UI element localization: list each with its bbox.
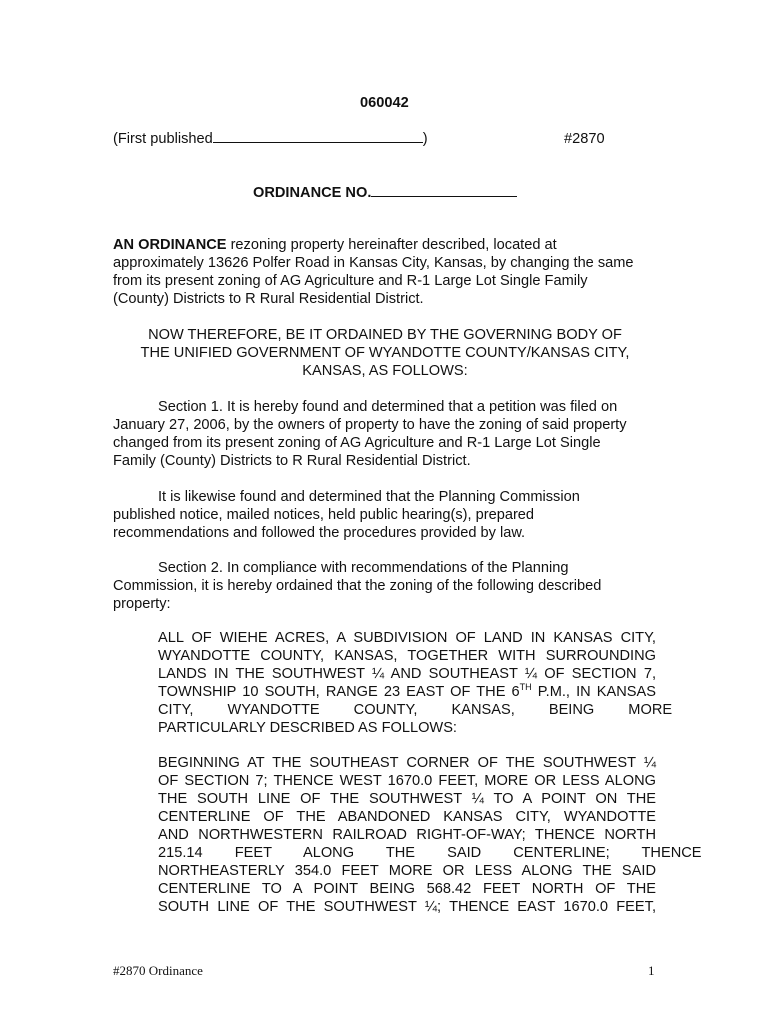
- intro-line-2: approximately 13626 Polfer Road in Kansas City, Kansas, by changing the same: [113, 255, 634, 271]
- section-1-line-3: changed from its present zoning of AG Agriculture and R-1 Large Lot Single: [113, 435, 601, 451]
- section-2-line-3: property:: [113, 596, 171, 612]
- enactment-line-2: THE UNIFIED GOVERNMENT OF WYANDOTTE COUNTY/KANSAS CITY,: [140, 345, 630, 361]
- document-number: 060042: [360, 95, 409, 111]
- legal-2-line-8: CENTERLINE TO A POINT BEING 568.42 FEET NORTH OF THE: [158, 881, 656, 897]
- intro-line-3: from its present zoning of AG Agriculture and R-1 Large Lot Single Family: [113, 273, 588, 289]
- intro-line-1-text: rezoning property hereinafter described, located at: [226, 237, 557, 253]
- planning-line-3: recommendations and followed the procedures provided by law.: [113, 525, 526, 541]
- ordinance-reference: #2870: [564, 131, 605, 147]
- legal-1-line-6: PARTICULARLY DESCRIBED AS FOLLOWS:: [158, 720, 457, 736]
- legal-2-line-4: CENTERLINE OF THE ABANDONED KANSAS CITY, WYANDOTTE: [158, 809, 656, 825]
- section-1-line-1: Section 1. It is hereby found and determined that a petition was filed on: [158, 399, 618, 415]
- section-2-line-2: Commission, it is hereby ordained that the zoning of the following described: [113, 578, 602, 594]
- section-1-line-2: January 27, 2006, by the owners of property to have the zoning of said property: [113, 417, 627, 433]
- legal-1-line-4-sup: TH: [519, 682, 532, 693]
- legal-description-2: [158, 754, 702, 916]
- legal-1-line-5: CITY, WYANDOTTE COUNTY, KANSAS, BEING MORE: [158, 702, 673, 718]
- first-published-close: ): [422, 131, 428, 147]
- intro-line-1: [113, 236, 557, 254]
- legal-2-line-3: THE SOUTH LINE OF THE SOUTHWEST ¼ TO A POINT ON THE: [158, 791, 656, 807]
- section-2-line-1: Section 2. In compliance with recommendations of the Planning: [158, 560, 569, 576]
- footer-title: #2870 Ordinance: [113, 963, 203, 978]
- enactment-line-3: KANSAS, AS FOLLOWS:: [302, 363, 468, 379]
- legal-1-line-4: [158, 683, 656, 701]
- section-1-line-4: Family (County) Districts to R Rural Residential District.: [113, 453, 471, 469]
- legal-2-line-6: 215.14 FEET ALONG THE SAID CENTERLINE; THENCE: [158, 845, 702, 861]
- planning-line-1: It is likewise found and determined that the Planning Commission: [158, 489, 580, 505]
- legal-description-1: [158, 629, 673, 737]
- intro-lead: AN ORDINANCE: [113, 237, 227, 253]
- first-published-line: [113, 130, 428, 148]
- legal-1-line-2: WYANDOTTE COUNTY, KANSAS, TOGETHER WITH SURROUNDING: [158, 648, 656, 664]
- legal-1-line-1: ALL OF WIEHE ACRES, A SUBDIVISION OF LAND IN KANSAS CITY,: [158, 630, 656, 646]
- ordinance-number-blank: [371, 184, 517, 197]
- planning-line-2: published notice, mailed notices, held public hearing(s), prepared: [113, 507, 535, 523]
- legal-1-line-4-a: TOWNSHIP 10 SOUTH, RANGE 23 EAST OF THE 6: [158, 684, 520, 700]
- intro-line-4: (County) Districts to R Rural Residential District.: [113, 291, 424, 307]
- ordinance-number-label: ORDINANCE NO.: [253, 185, 372, 201]
- legal-1-line-4-b: P.M., IN KANSAS: [531, 684, 656, 700]
- ordinance-number-line: [253, 184, 517, 202]
- legal-2-line-7: NORTHEASTERLY 354.0 FEET MORE OR LESS ALONG THE SAID: [158, 863, 656, 879]
- first-published-label: (First published: [113, 131, 213, 147]
- footer-page-number: 1: [648, 963, 655, 978]
- legal-1-line-3: LANDS IN THE SOUTHWEST ¼ AND SOUTHEAST ¼ OF SECTION 7,: [158, 666, 656, 682]
- legal-2-line-9: SOUTH LINE OF THE SOUTHWEST ¼; THENCE EAST 1670.0 FEET,: [158, 899, 656, 915]
- legal-2-line-5: AND NORTHWESTERN RAILROAD RIGHT-OF-WAY; THENCE NORTH: [158, 827, 656, 843]
- legal-2-line-1: BEGINNING AT THE SOUTHEAST CORNER OF THE SOUTHWEST ¼: [158, 755, 656, 771]
- first-published-blank: [213, 130, 423, 143]
- legal-2-line-2: OF SECTION 7; THENCE WEST 1670.0 FEET, MORE OR LESS ALONG: [158, 773, 656, 789]
- enactment-line-1: NOW THEREFORE, BE IT ORDAINED BY THE GOVERNING BODY OF: [148, 327, 622, 343]
